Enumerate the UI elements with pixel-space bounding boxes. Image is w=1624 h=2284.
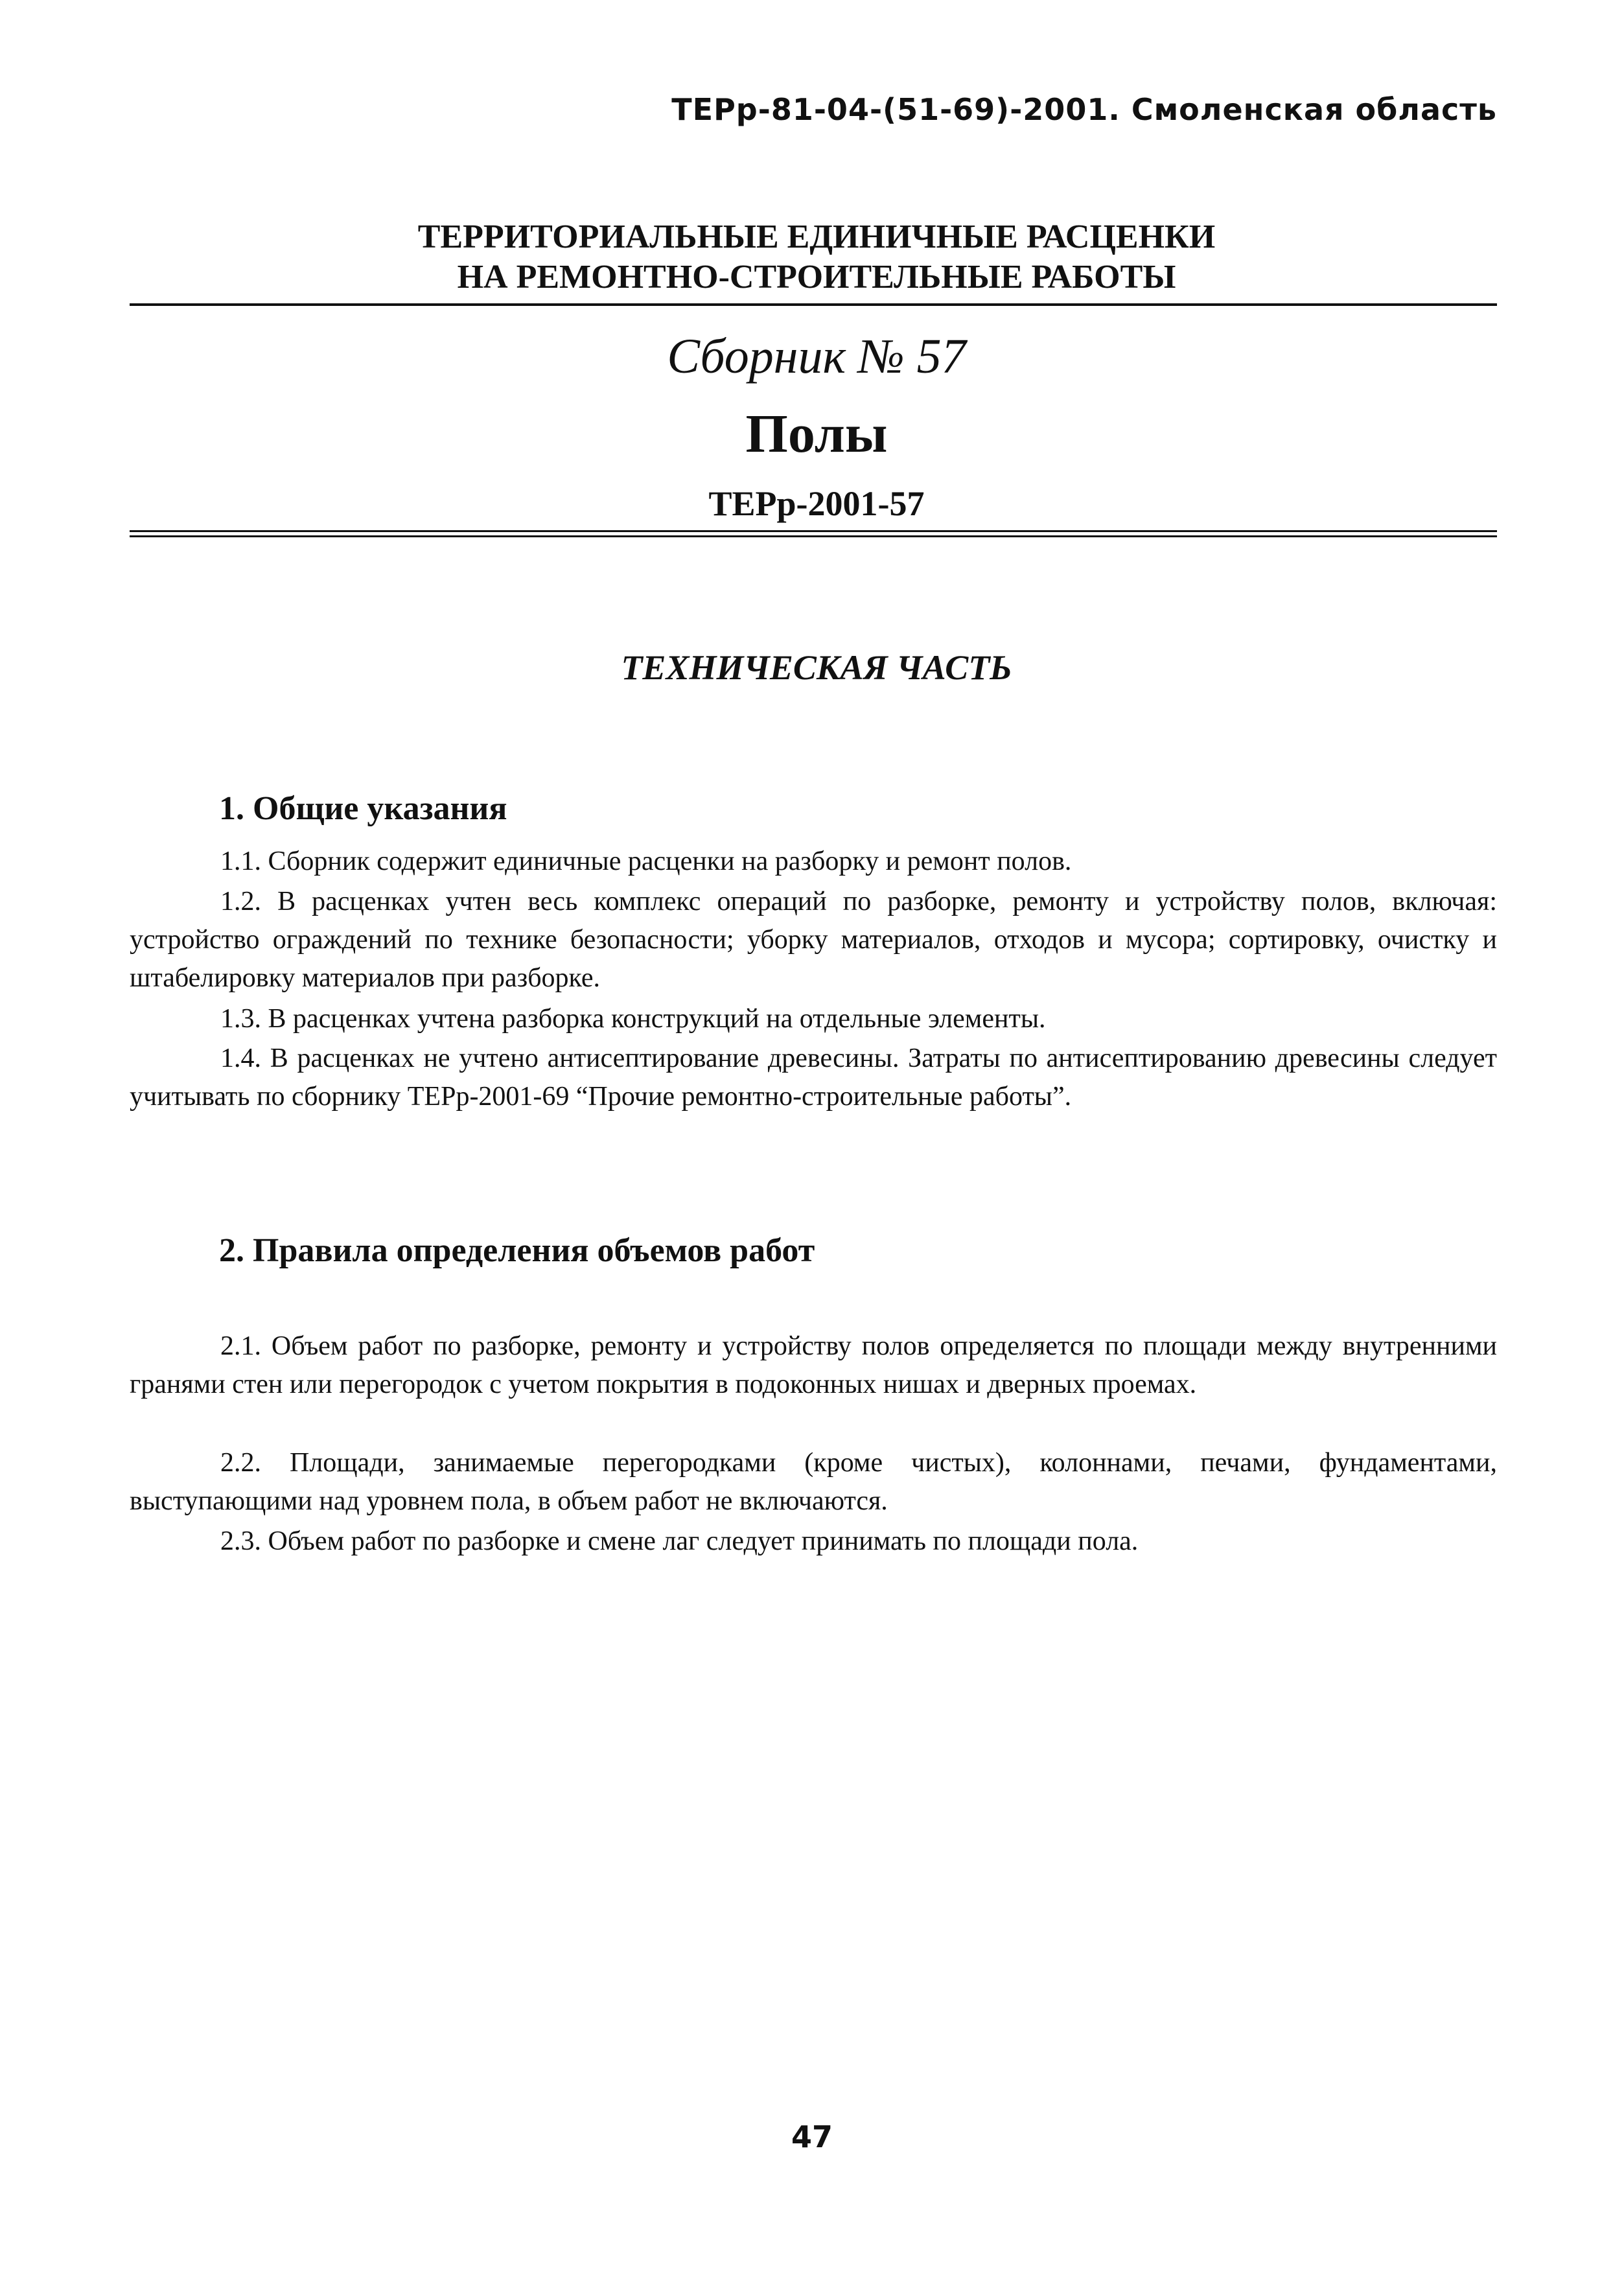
paragraph-1-2: 1.2. В расценках учтен весь комплекс операций по разборке, ремонту и устройству полов, включая: устройство ограждений по технике безопасности; уборку материалов, отходов и мусора; сортировку, очистку и штабелировку материалов при разборке.: [130, 887, 1497, 993]
title-line-2: НА РЕМОНТНО-СТРОИТЕЛЬНЫЕ РАБОТЫ: [457, 259, 1176, 296]
paragraph-2-3: 2.3. Объем работ по разборке и смене лаг следует принимать по площади пола.: [220, 1526, 1139, 1556]
collection-code: ТЕРр-2001-57: [708, 484, 925, 523]
paragraph-1-1: 1.1. Сборник содержит единичные расценки на разборку и ремонт полов.: [220, 846, 1072, 876]
title-line-1: ТЕРРИТОРИАЛЬНЫЕ ЕДИНИЧНЫЕ РАСЦЕНКИ: [417, 218, 1216, 255]
paragraph-2-1: 2.1. Объем работ по разборке, ремонту и устройству полов определяется по площади между внутренними гранями стен или перегородок с учетом покрытия в подоконных нишах и дверных проемах.: [130, 1331, 1497, 1399]
collection-number: Сборник № 57: [667, 329, 966, 384]
collection-subject: Полы: [745, 404, 888, 464]
page-number: 47: [791, 2119, 833, 2154]
document-reference: ТЕРр-81-04-(51-69)-2001. Смоленская область: [671, 92, 1497, 127]
paragraph-2-2: 2.2. Площади, занимаемые перегородками (кроме чистых), колоннами, печами, фундаментами, выступающими над уровнем пола, в объем работ не включаются.: [130, 1448, 1497, 1516]
paragraph-1-4: 1.4. В расценках не учтено антисептирование древесины. Затраты по антисептированию древесины следует учитывать по сборнику ТЕРр-2001-69 “Прочие ремонтно-строительные работы”.: [130, 1043, 1497, 1112]
part1-heading: 1. Общие указания: [219, 790, 507, 827]
title-divider: [130, 303, 1497, 306]
document-title: [363, 217, 1270, 297]
double-divider-bottom: [130, 535, 1497, 537]
part2-heading: 2. Правила определения объемов работ: [219, 1232, 815, 1269]
paragraph-1-3: 1.3. В расценках учтена разборка конструкций на отдельные элементы.: [220, 1004, 1046, 1034]
double-divider-top: [130, 530, 1497, 532]
section-title: ТЕХНИЧЕСКАЯ ЧАСТЬ: [621, 648, 1012, 687]
